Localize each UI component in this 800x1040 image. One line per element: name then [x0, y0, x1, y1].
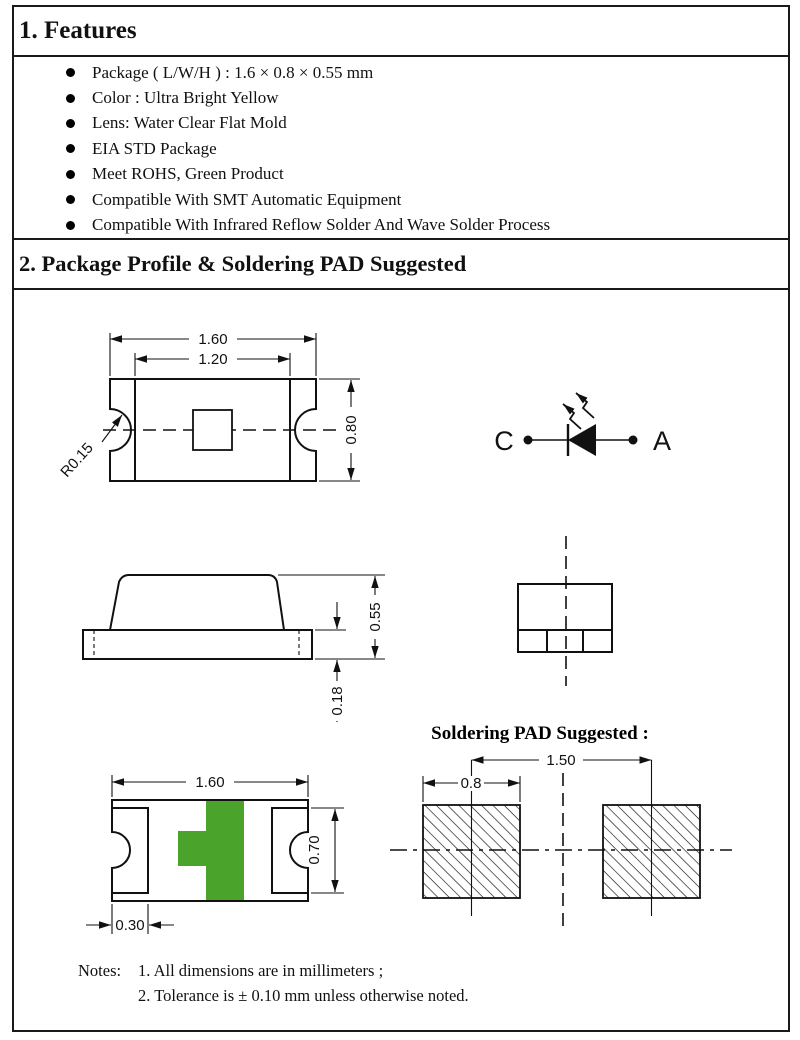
- end-view: [518, 536, 612, 686]
- note-line-2: 2. Tolerance is ± 0.10 mm unless otherwise noted.: [138, 986, 469, 1005]
- bullet-icon: [66, 144, 75, 153]
- cathode-label: C: [494, 426, 514, 456]
- circuit-symbol: [494, 393, 671, 456]
- end-view-body: [518, 584, 612, 652]
- dim-pad-width: 0.8: [460, 775, 482, 792]
- feature-item: [14, 212, 788, 237]
- dim-total-height: 0.55: [367, 602, 384, 632]
- bottom-view: [86, 774, 344, 934]
- bullet-icon: [66, 170, 75, 179]
- light-arrow-icon: [576, 393, 594, 418]
- pad-section-title: Soldering PAD Suggested :: [431, 723, 649, 744]
- feature-text: Package ( L/W/H ) : 1.6 × 0.8 × 0.55 mm: [92, 62, 374, 82]
- feature-item: [14, 111, 788, 136]
- bullet-icon: [66, 195, 75, 204]
- light-arrow-icon: [563, 404, 581, 429]
- solder-pad-layout: [390, 723, 732, 926]
- technical-drawing: [14, 290, 788, 1033]
- side-view-dome: [110, 575, 284, 630]
- feature-text: Compatible With SMT Automatic Equipment: [92, 189, 402, 209]
- dim-bottom-width: 1.60: [195, 774, 225, 791]
- feature-text: Compatible With Infrared Reflow Solder And Wave Solder Process: [92, 215, 551, 235]
- bottom-view-green-pad: [178, 800, 244, 901]
- dim-bottom-height: 0.70: [306, 835, 323, 865]
- dim-base-height: 0.18: [329, 686, 346, 716]
- features-list: [14, 57, 788, 240]
- feature-item: [14, 187, 788, 212]
- bullet-icon: [66, 68, 75, 77]
- package-heading-text: 2. Package Profile & Soldering PAD Suggested: [19, 251, 467, 276]
- dim-top-width: 1.60: [198, 331, 228, 348]
- feature-item: [14, 162, 788, 187]
- dim-notch-radius: R0.15: [57, 439, 97, 481]
- diode-triangle: [568, 424, 596, 456]
- dim-terminal-width: 0.30: [115, 917, 145, 934]
- features-heading-text: 1. Features: [19, 17, 137, 44]
- feature-text: Color : Ultra Bright Yellow: [92, 88, 279, 108]
- feature-text: EIA STD Package: [92, 138, 217, 158]
- bullet-icon: [66, 94, 75, 103]
- notes-label: Notes:: [78, 961, 122, 980]
- package-heading: [14, 240, 788, 290]
- side-view-base: [83, 630, 312, 659]
- solder-pad-right: [603, 805, 700, 898]
- feature-text: Lens: Water Clear Flat Mold: [92, 113, 287, 133]
- solder-pad-left: [423, 805, 520, 898]
- dim-top-inner-width: 1.20: [198, 351, 228, 368]
- feature-item: [14, 60, 788, 85]
- anode-label: A: [652, 426, 672, 456]
- page-frame: [12, 5, 790, 1032]
- features-heading: [14, 7, 788, 57]
- drawing-area: [14, 290, 788, 1030]
- top-view: [57, 331, 360, 481]
- feature-item: [14, 85, 788, 110]
- bullet-icon: [66, 119, 75, 128]
- side-view: [83, 575, 385, 722]
- feature-text: Meet ROHS, Green Product: [92, 164, 284, 184]
- dim-pad-pitch: 1.50: [546, 752, 576, 769]
- feature-item: [14, 136, 788, 161]
- top-view-chip: [193, 410, 232, 450]
- note-line-1: 1. All dimensions are in millimeters ;: [138, 961, 384, 980]
- bullet-icon: [66, 221, 75, 230]
- dim-top-height: 0.80: [343, 415, 360, 445]
